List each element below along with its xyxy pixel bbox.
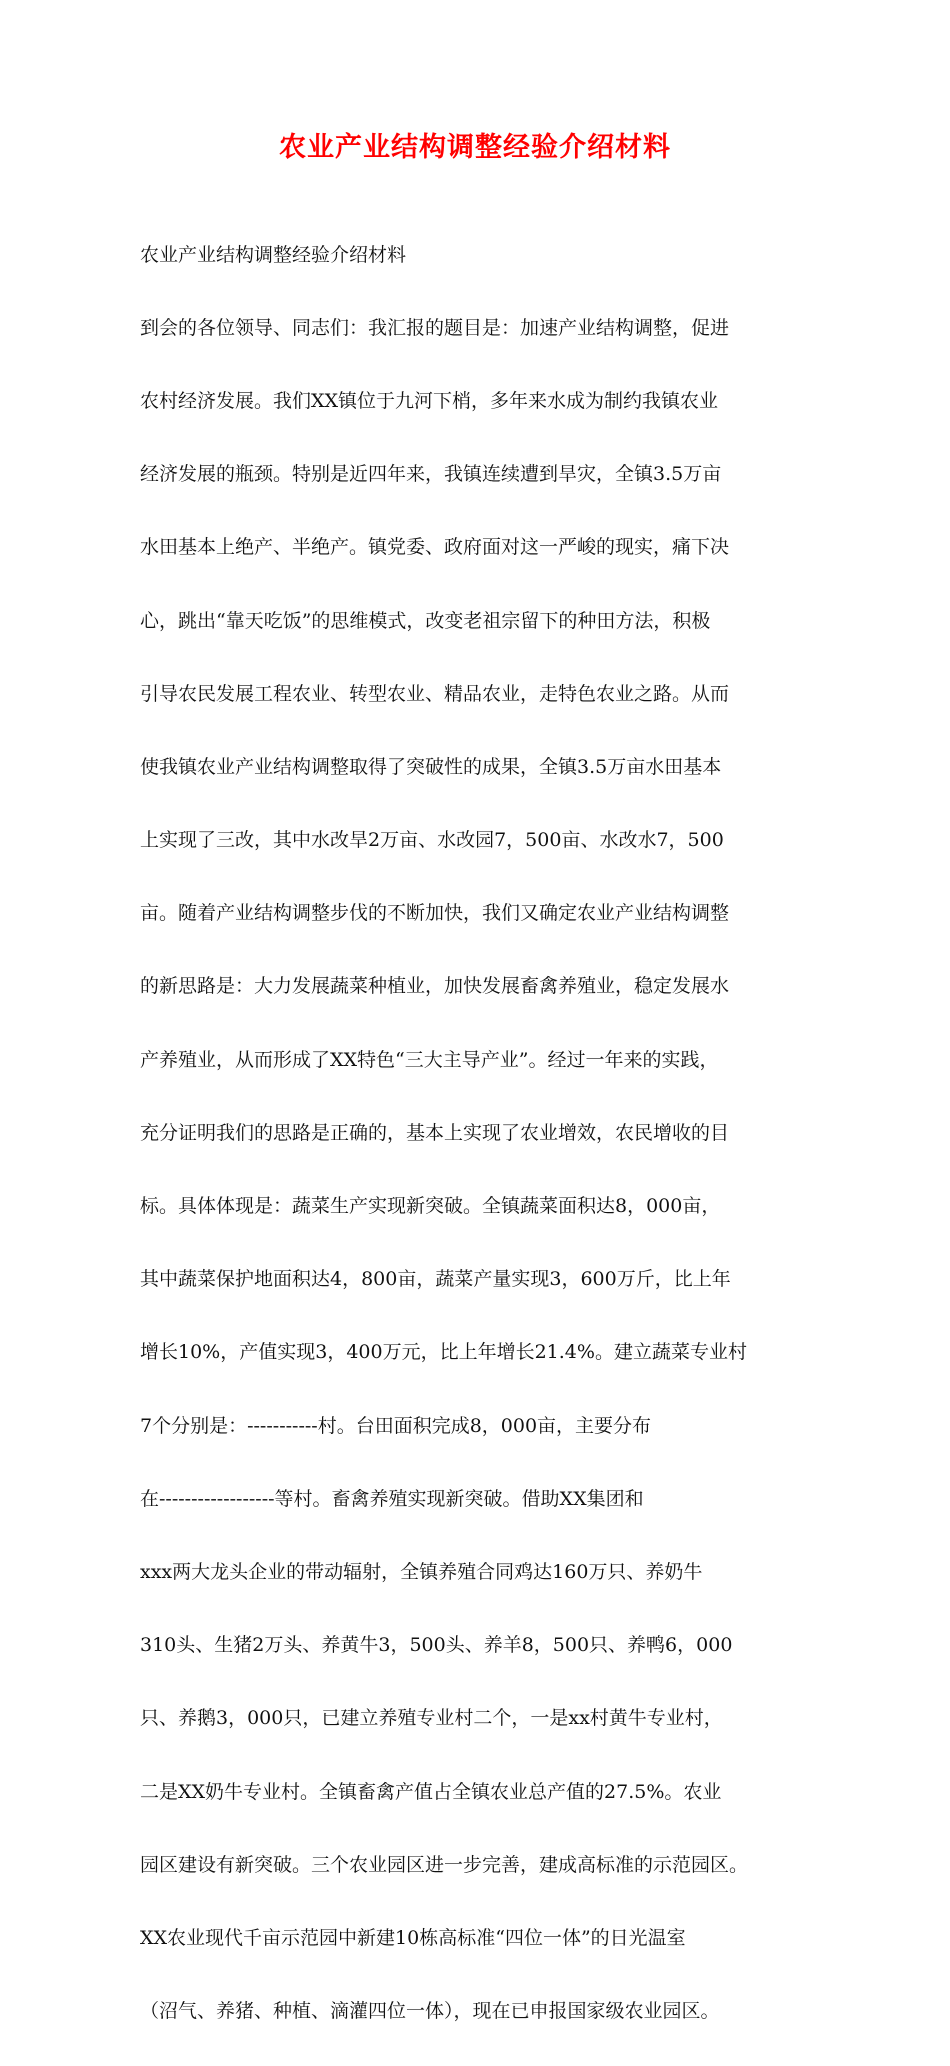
body-line: 其中蔬菜保护地面积达4，800亩，蔬菜产量实现3，600万斤，比上年 [140, 1268, 731, 1291]
document-title: 农业产业结构调整经验介绍材料 [279, 132, 671, 163]
body-line: 在------------------等村。畜禽养殖实现新突破。借助XX集团和 [140, 1487, 644, 1510]
body-line: 使我镇农业产业结构调整取得了突破性的成果，全镇3.5万亩水田基本 [140, 755, 722, 778]
body-line: 农业产业结构调整经验介绍材料 [140, 243, 407, 266]
body-line: 到会的各位领导、同志们：我汇报的题目是：加速产业结构调整，促进 [140, 316, 730, 339]
body-line: 只、养鹅3，000只，已建立养殖专业村二个，一是xx村黄牛专业村， [140, 1707, 723, 1730]
body-line: 农村经济发展。我们XX镇位于九河下梢，多年来水成为制约我镇农业 [140, 389, 719, 412]
body-line: 园区建设有新突破。三个农业园区进一步完善，建成高标准的示范园区。 [140, 1853, 749, 1876]
body-line: 充分证明我们的思路是正确的，基本上实现了农业增效，农民增收的目 [140, 1121, 730, 1144]
body-line: 产养殖业，从而形成了XX特色“三大主导产业”。经过一年来的实践， [140, 1048, 719, 1071]
body-line: 的新思路是：大力发展蔬菜种植业，加快发展畜禽养殖业，稳定发展水 [140, 975, 730, 998]
body-line: 引导农民发展工程农业、转型农业、精品农业，走特色农业之路。从而 [140, 682, 730, 705]
body-line: 上实现了三改，其中水改旱2万亩、水改园7，500亩、水改水7，500 [140, 829, 724, 852]
body-line: 标。具体体现是：蔬菜生产实现新突破。全镇蔬菜面积达8，000亩， [140, 1195, 721, 1218]
body-line: XX农业现代千亩示范园中新建10栋高标准“四位一体”的日光温室 [140, 1926, 686, 1949]
body-line: xxx两大龙头企业的带动辐射，全镇养殖合同鸡达160万只、养奶牛 [140, 1560, 703, 1583]
body-line: 7个分别是：-----------村。台田面积完成8，000亩，主要分布 [140, 1414, 652, 1437]
body-line: （沼气、养猪、种植、滴灌四位一体），现在已申报国家级农业园区。 [140, 2000, 720, 2023]
document-body [140, 200, 830, 2066]
body-line: 经济发展的瓶颈。特别是近四年来，我镇连续遭到旱灾，全镇3.5万亩 [140, 463, 722, 486]
body-line: 心，跳出“靠天吃饭”的思维模式，改变老祖宗留下的种田方法，积极 [140, 609, 711, 632]
body-line: 310头、生猪2万头、养黄牛3，500头、养羊8，500只、养鸭6，000 [140, 1634, 733, 1657]
body-line: 二是XX奶牛专业村。全镇畜禽产值占全镇农业总产值的27.5%。农业 [140, 1780, 722, 1803]
body-line: 水田基本上绝产、半绝产。镇党委、政府面对这一严峻的现实，痛下决 [140, 536, 730, 559]
body-line: 增长10%，产值实现3，400万元，比上年增长21.4%。建立蔬菜专业村 [140, 1341, 747, 1364]
body-line: 亩。随着产业结构调整步伐的不断加快，我们又确定农业产业结构调整 [140, 902, 730, 925]
